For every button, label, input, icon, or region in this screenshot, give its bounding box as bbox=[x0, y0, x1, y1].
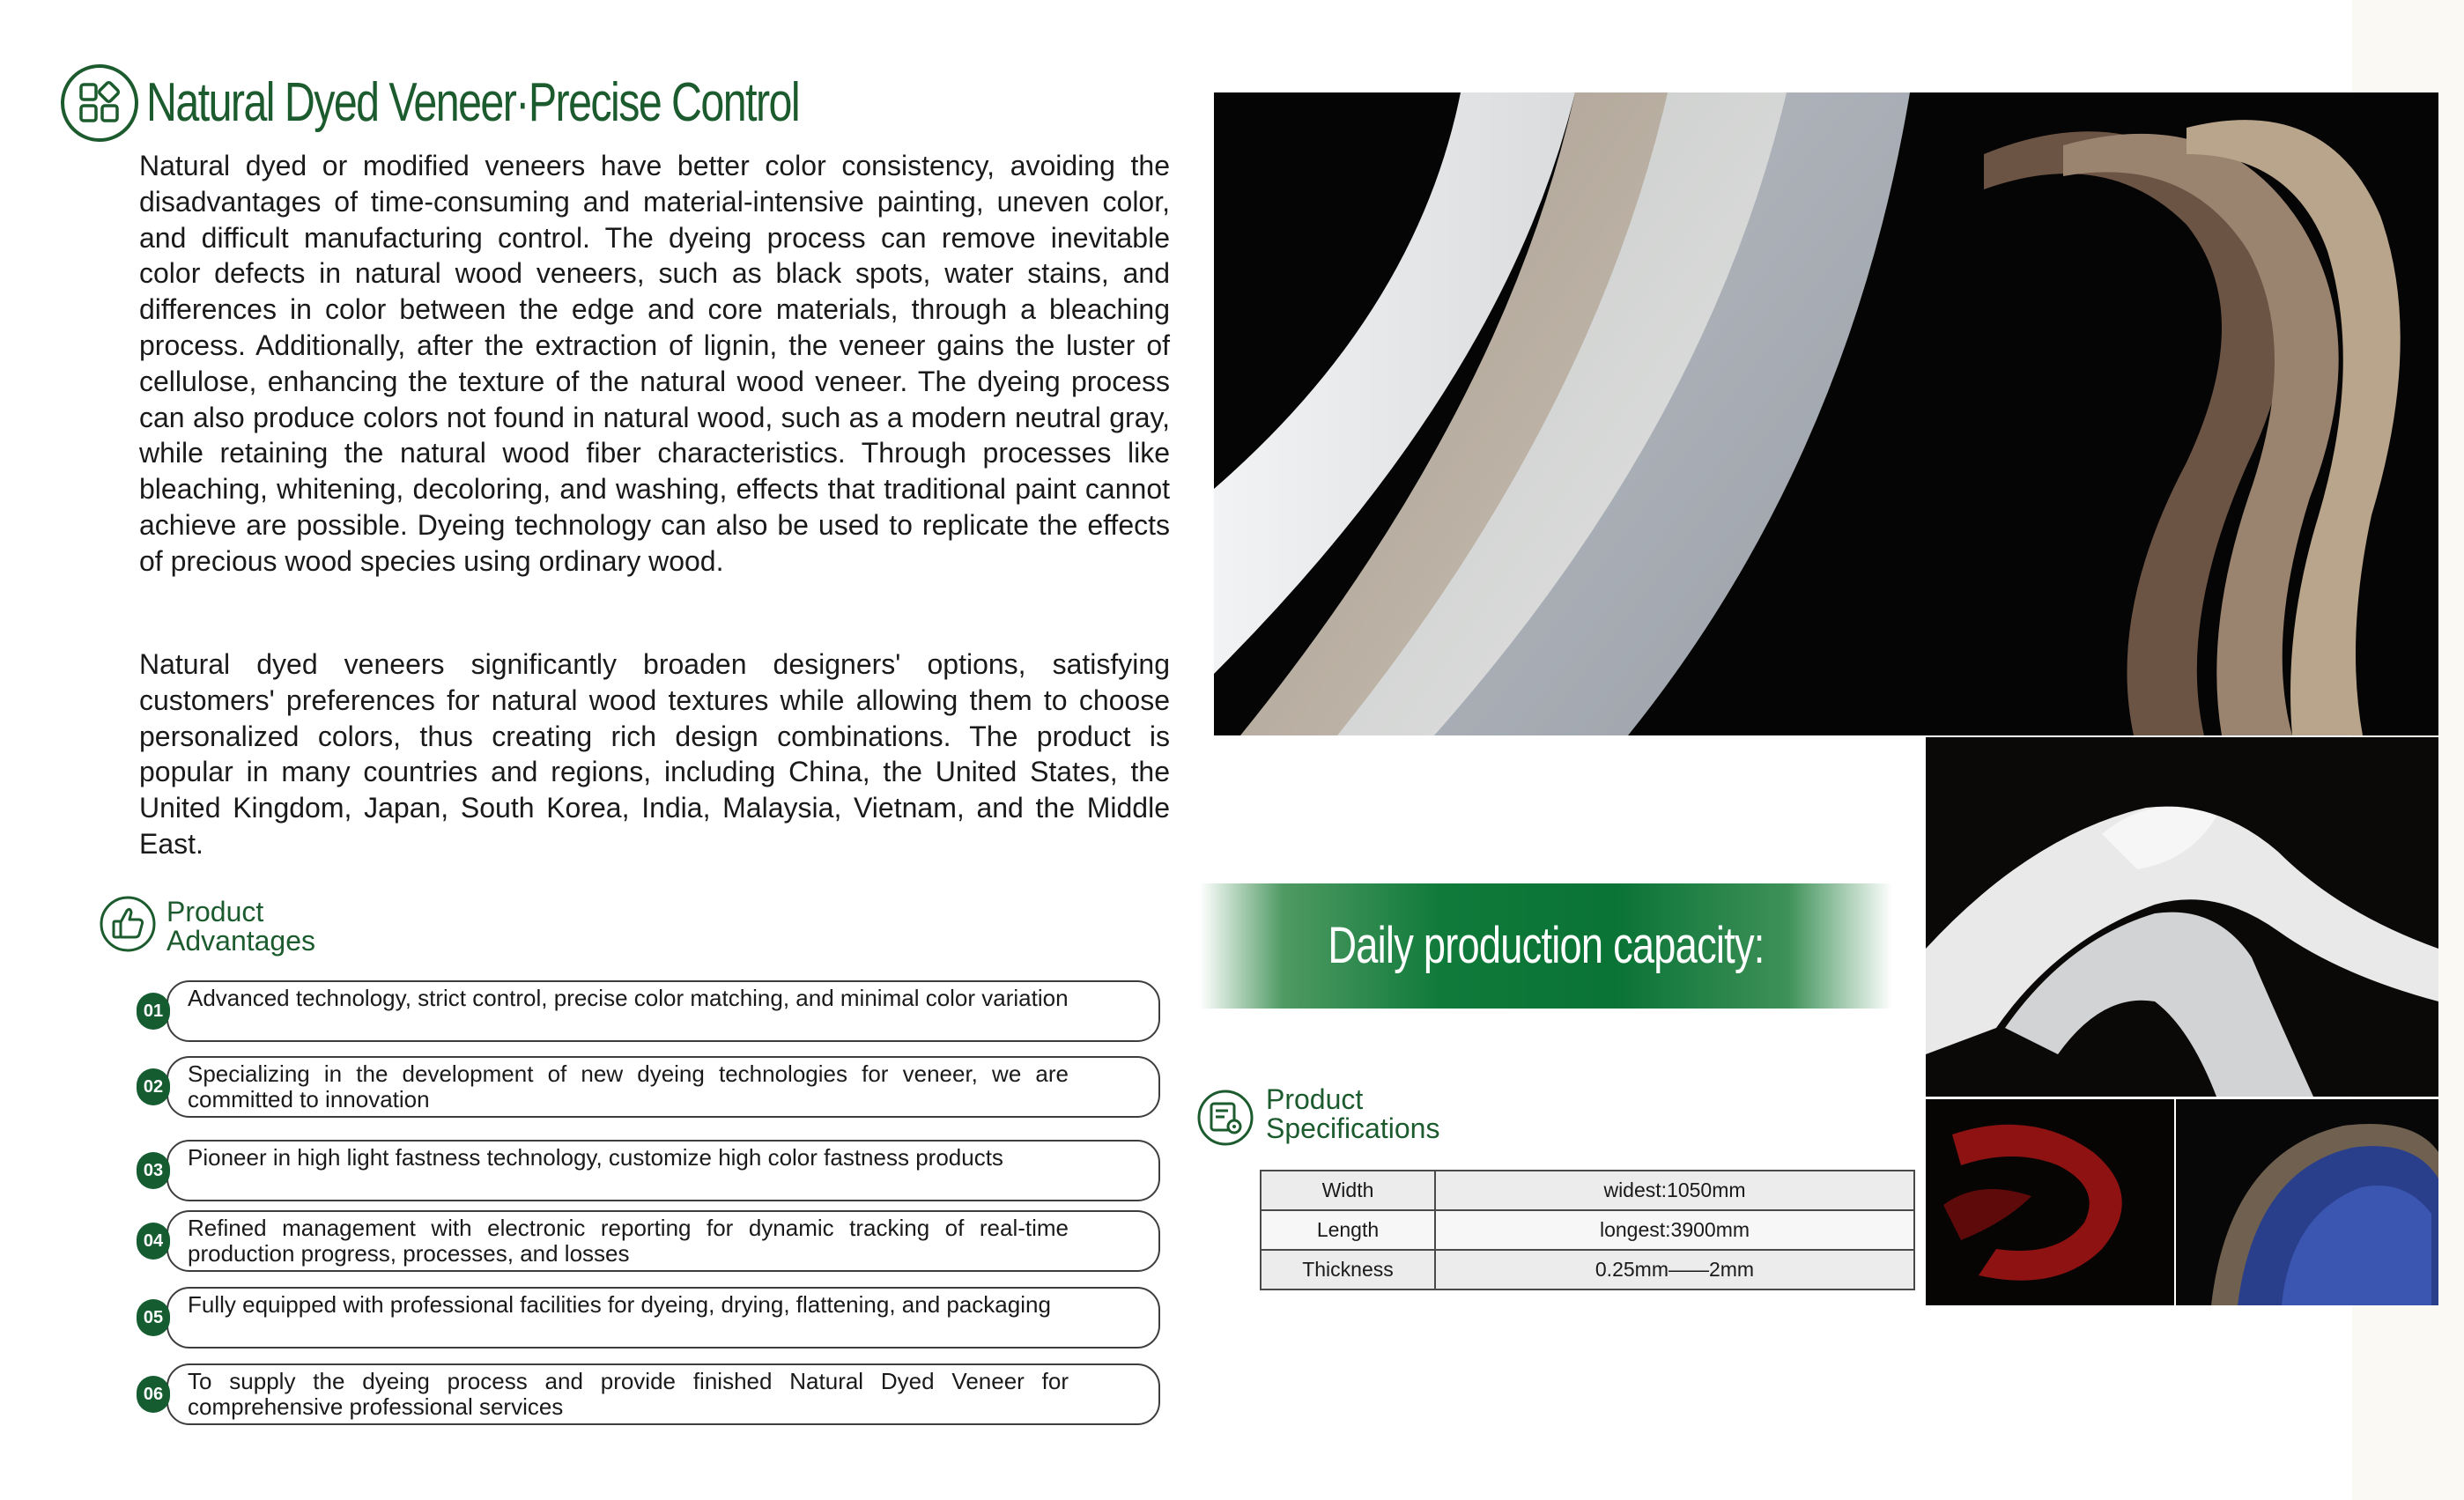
veneer-waves-photo bbox=[1214, 92, 1961, 735]
table-row bbox=[1261, 1210, 1914, 1250]
spec-label: Length bbox=[1261, 1210, 1435, 1250]
intro-paragraph: Natural dyed or modified veneers have better color consistency, avoiding the disadvantages of time-consuming and material-intensive painting, uneven color, and difficult manufacturing control. The dyeing process can remove inevitable color defects in natural wood veneers, such as black spots, water stains, and differences in color between the edge and core materials, through a bleaching process. Additionally, after the extraction of lignin, the veneer gains the luster of cellulose, enhancing the texture of the natural wood veneer. The dyeing process can also produce colors not found in natural wood, such as a modern neutral gray, while retaining the natural wood fiber characteristics. Through processes like bleaching, whitening, decoloring, and washing, effects that traditional paint cannot achieve are possible. Dyeing technology can also be used to replicate the effects of precious wood species using ordinary wood. bbox=[139, 150, 1170, 577]
advantage-number: 04 bbox=[137, 1223, 170, 1260]
advantage-number: 03 bbox=[137, 1152, 170, 1189]
specifications-table bbox=[1260, 1170, 1915, 1290]
table-row bbox=[1261, 1250, 1914, 1289]
advantage-text: To supply the dyeing process and provide finished Natural Dyed Veneer for comprehensive professional services bbox=[188, 1368, 1069, 1420]
table-row bbox=[1261, 1171, 1914, 1210]
capacity-banner-text bbox=[1200, 883, 1892, 1109]
thumbs-up-icon bbox=[99, 895, 157, 953]
advantages-heading-line2: Advantages bbox=[166, 925, 316, 957]
brown-ribbon-veneer-photo bbox=[1957, 92, 2438, 735]
advantages-heading bbox=[166, 898, 315, 956]
advantage-item bbox=[137, 980, 1160, 1042]
apps-grid-icon bbox=[60, 63, 139, 143]
capacity-superscript: 2 bbox=[1610, 1056, 1622, 1085]
advantage-number: 02 bbox=[137, 1068, 170, 1105]
advantage-text: Fully equipped with professional facilities for dyeing, drying, flattening, and packaging bbox=[188, 1291, 1051, 1318]
spec-value: longest:3900mm bbox=[1435, 1210, 1914, 1250]
spec-sheet-gear-icon bbox=[1196, 1089, 1254, 1147]
advantages-heading-line1: Product bbox=[166, 896, 264, 927]
capacity-text: Daily production capacity: 10000m bbox=[1328, 917, 1765, 1109]
blue-oval-veneer-photo bbox=[2176, 1099, 2438, 1305]
advantage-item bbox=[137, 1210, 1160, 1272]
specifications-heading bbox=[1266, 1085, 1439, 1143]
advantage-text: Advanced technology, strict control, precise color matching, and minimal color variation bbox=[188, 985, 1069, 1011]
specifications-heading-line1: Product bbox=[1266, 1083, 1364, 1115]
red-ribbon-veneer-photo bbox=[1926, 1099, 2174, 1305]
market-paragraph: Natural dyed veneers significantly broaden designers' options, satisfying customers' preferences for natural wood textures while allowing them to choose personalized colors, thus creating rich design combinations. The product is popular in many countries and regions, including China, the United States, the United Kingdom, Japan, South Korea, India, Malaysia, Vietnam, and the Middle East. bbox=[139, 648, 1170, 860]
advantage-text: Specializing in the development of new dyeing technologies for veneer, we are committed to innovation bbox=[188, 1060, 1069, 1112]
advantage-item bbox=[137, 1056, 1160, 1118]
advantage-number: 06 bbox=[137, 1376, 170, 1413]
advantage-number: 01 bbox=[137, 993, 170, 1030]
capacity-banner bbox=[1200, 883, 1892, 1109]
spec-value: widest:1050mm bbox=[1435, 1171, 1914, 1210]
spec-value: 0.25mm——2mm bbox=[1435, 1250, 1914, 1289]
advantage-item bbox=[137, 1363, 1160, 1425]
page-title: Natural Dyed Veneer·Precise Control bbox=[146, 72, 800, 133]
advantage-text: Refined management with electronic reporting for dynamic tracking of real-time production progress, processes, and losses bbox=[188, 1215, 1069, 1267]
advantage-item bbox=[137, 1287, 1160, 1349]
white-knot-veneer-photo bbox=[1926, 737, 2438, 1097]
advantage-text: Pioneer in high light fastness technology, customize high color fastness products bbox=[188, 1144, 1003, 1171]
spec-label: Thickness bbox=[1261, 1250, 1435, 1289]
spec-label: Width bbox=[1261, 1171, 1435, 1210]
advantage-item bbox=[137, 1140, 1160, 1201]
advantage-number: 05 bbox=[137, 1299, 170, 1336]
specifications-heading-line2: Specifications bbox=[1266, 1112, 1440, 1144]
